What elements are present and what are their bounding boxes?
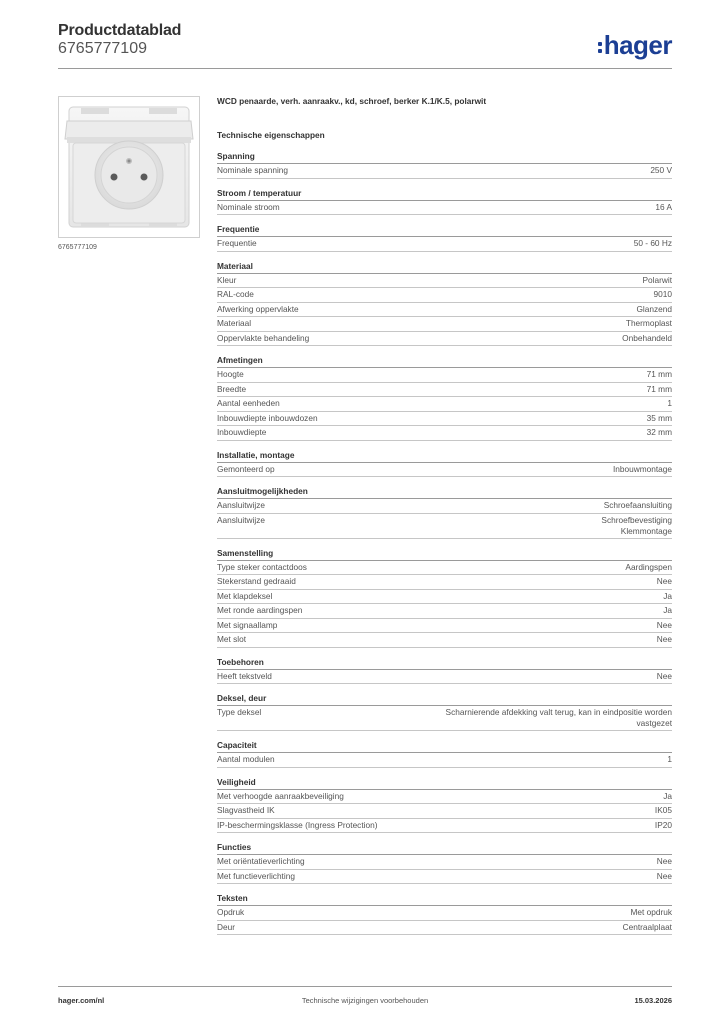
spec-value xyxy=(246,275,672,286)
spec-value-line: IK05 xyxy=(654,805,672,815)
image-caption: 6765777109 xyxy=(58,244,97,251)
spec-value-line: Ja xyxy=(663,590,672,601)
spec-value xyxy=(290,202,672,213)
spec-label: Nominale spanning xyxy=(217,165,289,175)
spec-value xyxy=(354,791,672,802)
spec-row xyxy=(217,463,672,478)
section-title: Samenstelling xyxy=(217,548,672,561)
section-title: Materiaal xyxy=(217,261,672,274)
spec-sections xyxy=(217,151,672,935)
spec-value-line: Nee xyxy=(656,619,672,630)
spec-row xyxy=(217,619,672,634)
spec-value xyxy=(282,671,672,682)
spec-row xyxy=(217,753,672,768)
spec-row xyxy=(217,575,672,590)
section-title: Deksel, deur xyxy=(217,693,672,706)
footer-date: 15.03.2026 xyxy=(634,996,672,1005)
spec-label: Afwerking oppervlakte xyxy=(217,303,299,314)
section-title: Aansluitmogelijkheden xyxy=(217,486,672,499)
spec-value-line: 9010 xyxy=(653,289,672,299)
spec-label: Met functieverlichting xyxy=(217,870,295,881)
spec-value xyxy=(312,605,672,616)
spec-value xyxy=(306,576,672,587)
spec-label: Type deksel xyxy=(217,707,262,717)
section-title: Stroom / temperatuur xyxy=(217,188,672,201)
spec-row xyxy=(217,790,672,805)
spec-row xyxy=(217,412,672,427)
logo-text: hager xyxy=(603,30,672,60)
spec-value xyxy=(298,165,672,176)
spec-row xyxy=(217,670,672,685)
spec-value-line: Ja xyxy=(663,605,672,615)
spec-value xyxy=(245,922,672,933)
spec-label: Kleur xyxy=(217,274,237,285)
spec-value xyxy=(271,707,672,729)
footer-divider xyxy=(58,986,672,987)
spec-row xyxy=(217,397,672,412)
spec-label: Oppervlakte behandeling xyxy=(217,332,310,343)
spec-row xyxy=(217,706,672,731)
spec-value-line: Schroefbevestiging xyxy=(601,514,672,525)
spec-section xyxy=(217,486,672,539)
spec-value-line: 250 V xyxy=(650,165,672,175)
spec-label: Met klapdeksel xyxy=(217,590,273,601)
footer-website: hager.com/nl xyxy=(58,996,105,1005)
spec-value-line: Centraalplaat xyxy=(622,921,672,932)
spec-value xyxy=(305,871,672,882)
spec-value-line: Inbouwmontage xyxy=(612,463,672,474)
spec-value-line: Nee xyxy=(656,634,672,644)
spec-label: Type steker contactdoos xyxy=(217,561,307,572)
spec-row xyxy=(217,633,672,648)
spec-value-line: 50 - 60 Hz xyxy=(633,238,672,248)
spec-row xyxy=(217,855,672,870)
spec-label: Met verhoogde aanraakbeveiliging xyxy=(217,790,344,801)
spec-section xyxy=(217,740,672,768)
spec-row xyxy=(217,921,672,936)
hager-logo xyxy=(598,30,672,61)
spec-value-line: Aardingspen xyxy=(625,561,672,572)
spec-label: Nominale stroom xyxy=(217,201,280,212)
section-title: Teksten xyxy=(217,893,672,906)
spec-section xyxy=(217,355,672,441)
spec-row xyxy=(217,201,672,216)
spec-label: Hoogte xyxy=(217,369,244,379)
spec-value xyxy=(285,464,672,475)
spec-label: RAL-code xyxy=(217,289,254,299)
spec-label: Met ronde aardingspen xyxy=(217,605,303,615)
spec-row xyxy=(217,590,672,605)
spec-row xyxy=(217,383,672,398)
footer-disclaimer: Technische wijzigingen voorbehouden xyxy=(301,996,429,1005)
spec-value xyxy=(290,398,672,409)
section-title: Toebehoren xyxy=(217,657,672,670)
section-title: Frequentie xyxy=(217,224,672,237)
spec-label: Inbouwdiepte xyxy=(217,427,267,437)
spec-section xyxy=(217,151,672,179)
specs-subtitle: Technische eigenschappen xyxy=(217,130,325,140)
spec-label: Met oriëntatieverlichting xyxy=(217,856,305,866)
spec-row xyxy=(217,368,672,383)
product-number: 6765777109 xyxy=(58,40,147,57)
spec-value xyxy=(275,515,672,537)
spec-value-line: Ja xyxy=(663,790,672,801)
spec-row xyxy=(217,819,672,834)
spec-section xyxy=(217,450,672,478)
spec-value xyxy=(264,289,672,300)
product-content xyxy=(217,96,672,944)
spec-label: Breedte xyxy=(217,383,247,394)
section-title: Installatie, montage xyxy=(217,450,672,463)
logo-dots-icon xyxy=(598,42,602,53)
spec-value xyxy=(387,820,672,831)
spec-value xyxy=(319,333,672,344)
spec-section xyxy=(217,188,672,216)
spec-label: Deur xyxy=(217,921,235,932)
spec-value xyxy=(267,238,672,249)
spec-label: Gemonteerd op xyxy=(217,463,275,474)
section-title: Capaciteit xyxy=(217,740,672,753)
spec-value-line: Nee xyxy=(656,576,672,586)
spec-value-line: Met opdruk xyxy=(630,907,672,917)
spec-label: Inbouwdiepte inbouwdozen xyxy=(217,412,318,423)
spec-value-line: Thermoplast xyxy=(625,318,672,328)
spec-value xyxy=(328,413,672,424)
spec-label: Frequentie xyxy=(217,238,257,248)
spec-value xyxy=(261,318,672,329)
spec-row xyxy=(217,804,672,819)
spec-label: Aansluitwijze xyxy=(217,514,265,525)
spec-section xyxy=(217,693,672,731)
spec-label: Materiaal xyxy=(217,318,252,328)
spec-value xyxy=(275,500,672,511)
spec-value-line: 35 mm xyxy=(646,412,672,423)
spec-value xyxy=(285,754,672,765)
section-title: Veiligheid xyxy=(217,777,672,790)
spec-value xyxy=(254,369,672,380)
spec-label: Aantal modulen xyxy=(217,754,275,764)
document-title: Productdatablad xyxy=(58,22,182,39)
spec-value-line: Scharnierende afdekking valt terug, kan in eindpositie worden xyxy=(445,707,672,717)
spec-row xyxy=(217,274,672,289)
spec-label: Slagvastheid IK xyxy=(217,805,275,815)
spec-value xyxy=(254,907,672,918)
spec-label: Met signaallamp xyxy=(217,619,278,630)
spec-value-line: Glanzend xyxy=(636,303,672,314)
spec-row xyxy=(217,604,672,619)
spec-label: Aantal eenheden xyxy=(217,398,280,408)
document-footer xyxy=(58,996,672,1010)
spec-value xyxy=(287,620,672,631)
spec-value-line: IP20 xyxy=(654,819,672,830)
spec-label: Stekerstand gedraaid xyxy=(217,576,296,586)
spec-section xyxy=(217,224,672,252)
spec-row xyxy=(217,906,672,921)
spec-row xyxy=(217,164,672,179)
spec-value xyxy=(256,634,672,645)
spec-value-line: vastgezet xyxy=(636,718,672,728)
spec-value xyxy=(315,856,672,867)
spec-value xyxy=(276,427,672,438)
spec-value-line: 1 xyxy=(667,398,672,408)
spec-row xyxy=(217,426,672,441)
header-divider xyxy=(58,68,672,69)
document-header xyxy=(58,22,672,70)
spec-value-line: Schroefaansluiting xyxy=(603,500,672,510)
product-image xyxy=(58,96,200,238)
spec-section xyxy=(217,261,672,347)
spec-value-line: 16 A xyxy=(655,201,672,212)
spec-row xyxy=(217,288,672,303)
spec-section xyxy=(217,548,672,648)
spec-value-line: Nee xyxy=(656,670,672,681)
section-title: Functies xyxy=(217,842,672,855)
spec-value-line: Polarwit xyxy=(642,274,672,285)
spec-label: Opdruk xyxy=(217,907,245,917)
section-title: Afmetingen xyxy=(217,355,672,368)
spec-section xyxy=(217,893,672,935)
spec-section xyxy=(217,777,672,834)
spec-section xyxy=(217,657,672,685)
spec-value-line: Onbehandeld xyxy=(622,332,672,343)
spec-row xyxy=(217,870,672,885)
spec-value xyxy=(309,304,672,315)
spec-row xyxy=(217,561,672,576)
spec-row xyxy=(217,237,672,252)
spec-row xyxy=(217,514,672,539)
spec-value xyxy=(282,591,672,602)
spec-row xyxy=(217,303,672,318)
spec-label: Aansluitwijze xyxy=(217,500,265,510)
spec-label: IP-beschermingsklasse (Ingress Protection) xyxy=(217,819,378,830)
spec-row xyxy=(217,332,672,347)
spec-value xyxy=(256,384,672,395)
spec-value-line: Nee xyxy=(656,870,672,881)
spec-value xyxy=(317,562,672,573)
spec-label: Heeft tekstveld xyxy=(217,670,272,681)
spec-label: Met slot xyxy=(217,634,247,644)
spec-value-line: 32 mm xyxy=(646,427,672,437)
spec-value-line: Klemmontage xyxy=(620,525,672,536)
spec-section xyxy=(217,842,672,884)
section-title: Spanning xyxy=(217,151,672,164)
spec-value-line: 71 mm xyxy=(646,369,672,379)
product-description: WCD penaarde, verh. aanraakv., kd, schroef, berker K.1/K.5, polarwit xyxy=(217,96,487,106)
spec-row xyxy=(217,317,672,332)
spec-value-line: Nee xyxy=(656,856,672,866)
socket-outlet-with-hinged-lid-image xyxy=(59,97,199,237)
spec-value xyxy=(285,805,672,816)
spec-row xyxy=(217,499,672,514)
spec-value-line: 1 xyxy=(667,754,672,764)
spec-value-line: 71 mm xyxy=(646,383,672,394)
